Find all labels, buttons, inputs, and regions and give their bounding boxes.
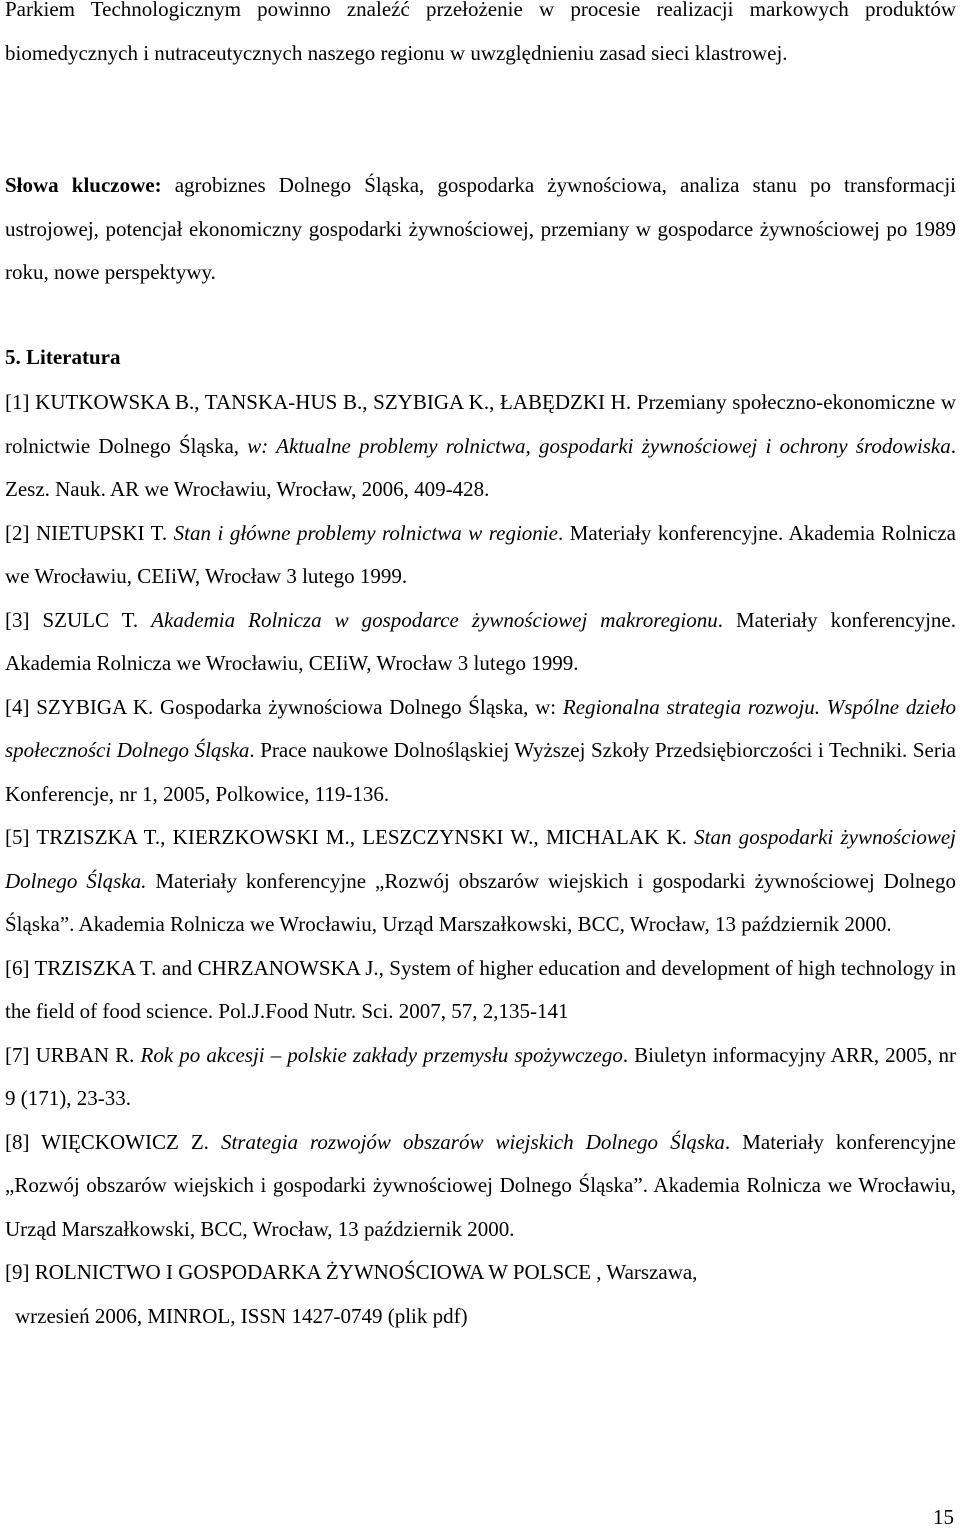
reference-text: wrzesień 2006, MINROL, ISSN 1427-0749 (plik pdf) bbox=[15, 1303, 468, 1328]
reference-text: [6] TRZISZKA T. and CHRZANOWSKA J., System of higher education and development of high technology in the field of food science. Pol.J.Food Nutr. Sci. 2007, 57, 2,135-141 bbox=[5, 955, 956, 1023]
reference-title: Stan i główne problemy rolnictwa w regionie bbox=[173, 520, 558, 545]
reference-item bbox=[5, 512, 956, 599]
reference-text: . Materiały konferencyjne „Rozwój obszarów wiejskich i gospodarki żywnościowej Dolnego Śląska”. Akademia Rolnicza we Wrocławiu, Urząd Marszałkowski, BCC, Wrocław, 13 październik 2000. bbox=[5, 1129, 956, 1241]
reference-text: [3] SZULC T. bbox=[5, 607, 152, 632]
reference-item bbox=[5, 1034, 956, 1121]
reference-item bbox=[5, 381, 956, 512]
reference-title: Rok po akcesji – polskie zakłady przemysłu spożywczego bbox=[140, 1042, 623, 1067]
page-number: 15 bbox=[933, 1505, 954, 1529]
reference-text: [8] WIĘCKOWICZ Z. bbox=[5, 1129, 221, 1154]
reference-title: Akademia Rolnicza w gospodarce żywnościowej makroregionu bbox=[151, 607, 718, 632]
reference-item bbox=[5, 686, 956, 817]
reference-title: Regionalna strategia rozwoju. Wspólne dzieło społeczności Dolnego Śląska bbox=[5, 694, 956, 762]
reference-title: Strategia rozwojów obszarów wiejskich Dolnego Śląska bbox=[220, 1129, 725, 1154]
reference-text: Materiały konferencyjne „Rozwój obszarów wiejskich i gospodarki żywnościowej Dolnego Śląska”. Akademia Rolnicza we Wrocławiu, Urząd Marszałkowski, BCC, Wrocław, 13 październik 2000. bbox=[5, 868, 957, 936]
reference-title: , w: Aktualne problemy rolnictwa, gospodarki żywnościowej i ochrony środowiska bbox=[233, 433, 951, 458]
reference-text: . Materiały konferencyjne. Akademia Rolnicza we Wrocławiu, CEIiW, Wrocław 3 lutego 1999. bbox=[5, 607, 956, 675]
reference-text: [4] SZYBIGA K. Gospodarka żywnościowa Dolnego Śląska, w: bbox=[5, 694, 563, 719]
reference-text: . Zesz. Nauk. AR we Wrocławiu, Wrocław, 2006, 409-428. bbox=[5, 433, 956, 501]
reference-text: [7] URBAN R. bbox=[5, 1042, 141, 1067]
reference-text: [1] KUTKOWSKA B., TANSKA-HUS B., SZYBIGA K., ŁABĘDZKI H. Przemiany społeczno-ekonomiczne w rolnictwie Dolnego Śląska bbox=[5, 390, 956, 458]
section-heading: 5. Literatura bbox=[5, 345, 121, 369]
reference-item bbox=[5, 599, 956, 686]
reference-item bbox=[5, 947, 956, 1034]
reference-title: Stan gospodarki żywnościowej Dolnego Śląska. bbox=[5, 825, 956, 893]
reference-item bbox=[5, 1121, 956, 1252]
reference-list bbox=[5, 381, 956, 1338]
intro-paragraph: Parkiem Technologicznym powinno znaleźć przełożenie w procesie realizacji markowych produktów biomedycznych i nutraceutycznych naszego regionu w uwzględnieniu zasad sieci klastrowej. bbox=[5, 0, 956, 65]
reference-text: [5] TRZISZKA T., KIERZKOWSKI M., LESZCZYNSKI W., MICHALAK K. bbox=[5, 825, 695, 849]
reference-text: [9] ROLNICTWO I GOSPODARKA ŻYWNOŚCIOWA W POLSCE , Warszawa, bbox=[5, 1260, 698, 1284]
reference-text: . Prace naukowe Dolnośląskiej Wyższej Szkoły Przedsiębiorczości i Techniki. Seria Konferencje, nr 1, 2005, Polkowice, 119-136. bbox=[5, 738, 956, 806]
reference-text: . Materiały konferencyjne. Akademia Rolnicza we Wrocławiu, CEIiW, Wrocław 3 lutego 1999. bbox=[5, 520, 956, 588]
keywords-paragraph bbox=[5, 164, 956, 295]
keywords-label: Słowa kluczowe: bbox=[5, 173, 162, 197]
reference-item bbox=[5, 1251, 956, 1338]
reference-text: [2] NIETUPSKI T. bbox=[5, 520, 174, 545]
reference-text: . Biuletyn informacyjny ARR, 2005, nr 9 (171), 23-33. bbox=[5, 1042, 956, 1110]
reference-item bbox=[5, 816, 956, 947]
keywords-text: agrobiznes Dolnego Śląska, gospodarka żywnościowa, analiza stanu po transformacji ustrojowej, potencjał ekonomiczny gospodarki żywnościowej, przemiany w gospodarce żywnościowej po 1989 roku, nowe perspektywy. bbox=[5, 173, 957, 284]
